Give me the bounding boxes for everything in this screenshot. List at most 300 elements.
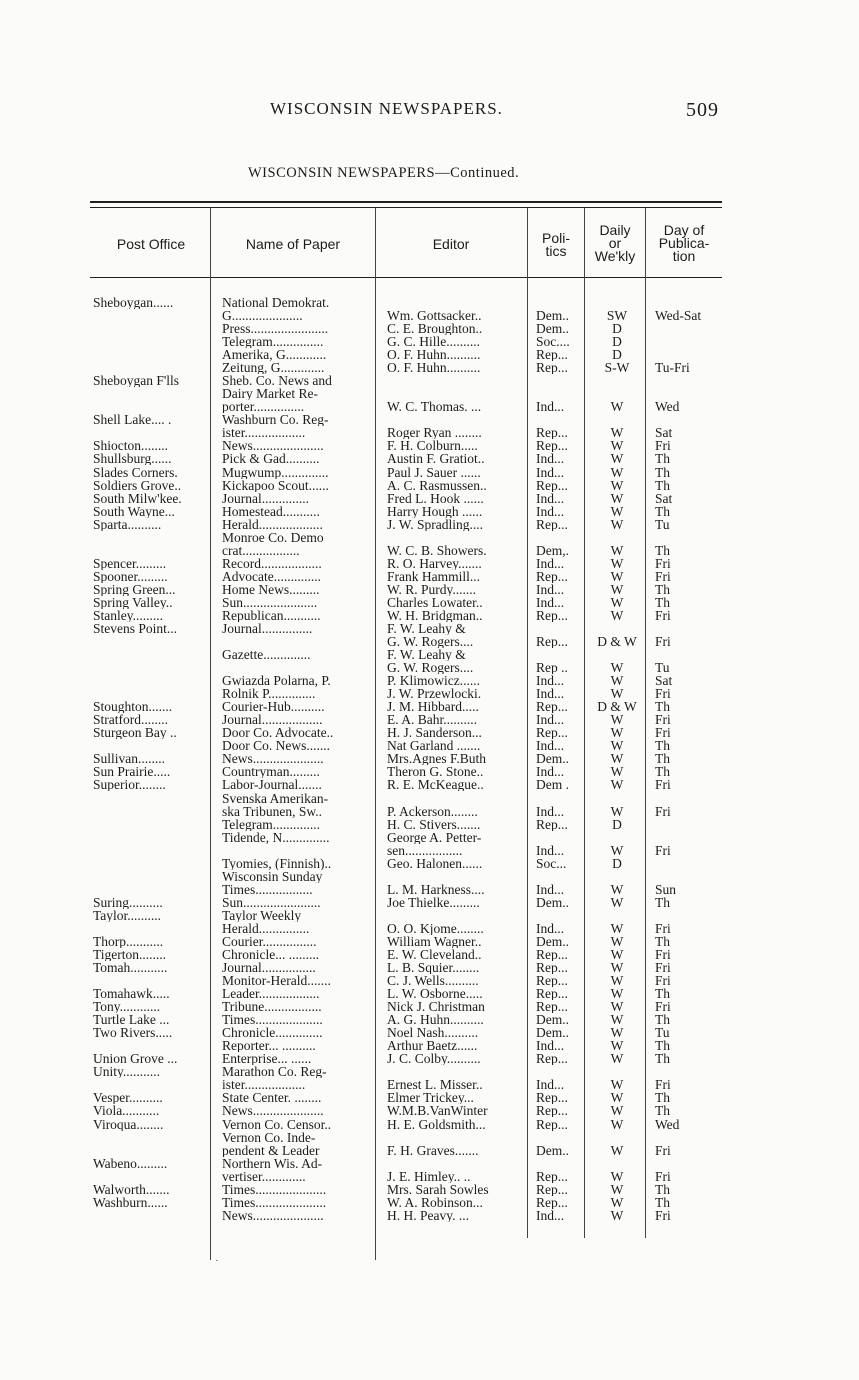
cell-freq: D — [612, 818, 622, 831]
cell-editor: Paul J. Sauer ...... — [387, 466, 481, 479]
cell-editor: H. E. Goldsmith... — [387, 1118, 486, 1131]
cell-editor: O. O. Kjome........ — [387, 922, 484, 935]
print-mark: · — [215, 1255, 219, 1267]
cell-editor: C. J. Wells.......... — [387, 974, 479, 987]
cell-day: Fri — [655, 439, 671, 452]
cell-day: Fri — [655, 1078, 671, 1091]
header-bottom-rule — [90, 277, 722, 278]
cell-day: Th — [655, 1013, 670, 1026]
cell-day: Th — [655, 765, 670, 778]
cell-paper: Leader.................. — [222, 987, 320, 1000]
cell-freq: W — [610, 765, 624, 778]
cell-editor: George A. Petter- — [387, 831, 482, 844]
cell-pol: Dem.. — [536, 1013, 569, 1026]
cell-pol — [536, 1065, 584, 1078]
cell-freq: D & W — [597, 635, 637, 648]
header-frequency-line: or — [608, 235, 622, 251]
cell-po — [93, 335, 211, 348]
cell-editor — [387, 1131, 529, 1144]
cell-pol: Rep... — [536, 726, 568, 739]
cell-pol: Rep... — [536, 818, 568, 831]
cell-paper: Tidende, N.............. — [222, 831, 330, 844]
cell-paper: Northern Wis. Ad- — [222, 1157, 323, 1170]
cell-paper: Journal................ — [222, 961, 316, 974]
cell-paper: Courier................ — [222, 935, 317, 948]
cell-po — [93, 348, 211, 361]
cell-pol: Rep... — [536, 974, 568, 987]
cell-day: Th — [655, 1183, 670, 1196]
cell-po — [93, 739, 211, 752]
cell-paper: Dairy Market Re- — [222, 387, 318, 400]
cell-paper: Kickapoo Scout...... — [222, 479, 329, 492]
cell-pol: Ind... — [536, 765, 565, 778]
cell-editor: Geo. Halonen...... — [387, 857, 483, 870]
cell-day: Fri — [655, 1170, 671, 1183]
cell-pol: Ind... — [536, 739, 565, 752]
cell-day: Th — [655, 479, 670, 492]
cell-pol: Rep... — [536, 439, 568, 452]
cell-day: Fri — [655, 778, 671, 791]
cell-editor — [387, 1157, 529, 1170]
cell-freq: W — [610, 609, 624, 622]
cell-freq — [590, 531, 644, 544]
cell-freq: D — [612, 348, 622, 361]
cell-day — [655, 648, 717, 661]
cell-pol: Rep... — [536, 1000, 568, 1013]
cell-paper: Sun...................... — [222, 596, 318, 609]
cell-freq: SW — [606, 309, 628, 322]
cell-pol — [536, 648, 584, 661]
cell-editor: F. H. Graves....... — [387, 1144, 479, 1157]
cell-editor: G. C. Hille.......... — [387, 335, 480, 348]
cell-po: Thorp........... — [93, 935, 164, 948]
cell-editor — [387, 413, 529, 426]
cell-pol: Rep... — [536, 1104, 568, 1117]
cell-paper — [222, 635, 374, 648]
cell-day: Th — [655, 544, 670, 557]
cell-pol: Rep... — [536, 348, 568, 361]
cell-day: Sat — [655, 674, 673, 687]
cell-po — [93, 805, 211, 818]
cell-day: Th — [655, 752, 670, 765]
cell-pol — [536, 909, 584, 922]
cell-day: Fri — [655, 1144, 671, 1157]
header-day-line: Day of — [663, 222, 705, 238]
cell-day: Th — [655, 700, 670, 713]
cell-paper: Journal............... — [222, 622, 313, 635]
cell-day: Th — [655, 935, 670, 948]
cell-day: Th — [655, 583, 670, 596]
cell-po — [93, 309, 211, 322]
cell-paper: Svenska Amerikan- — [222, 792, 329, 805]
cell-day: Tu — [655, 518, 670, 531]
cell-po: Union Grove ... — [93, 1052, 178, 1065]
cell-paper: Sun....................... — [222, 896, 321, 909]
cell-freq: D — [612, 857, 622, 870]
cell-po: Unity........... — [93, 1065, 160, 1078]
cell-editor: W.M.B.VanWinter — [387, 1104, 488, 1117]
cell-day: Fri — [655, 557, 671, 570]
cell-po — [93, 1131, 211, 1144]
cell-freq: W — [610, 961, 624, 974]
cell-editor: H. C. Stivers....... — [387, 818, 481, 831]
cell-freq — [590, 622, 644, 635]
cell-po: Sun Prairie..... — [93, 765, 171, 778]
cell-paper: National Demokrat. — [222, 296, 330, 309]
cell-freq — [590, 413, 644, 426]
cell-freq — [590, 1065, 644, 1078]
cell-editor: O. F. Huhn.......... — [387, 361, 481, 374]
cell-pol: Rep... — [536, 1118, 568, 1131]
cell-po — [93, 870, 211, 883]
cell-po: Spring Green... — [93, 583, 176, 596]
cell-day — [655, 322, 717, 335]
cell-pol: Ind... — [536, 557, 565, 570]
cell-freq: W — [610, 805, 624, 818]
cell-pol: Dem . — [536, 778, 569, 791]
cell-po — [93, 361, 211, 374]
cell-paper: News..................... — [222, 1104, 324, 1117]
cell-paper: Herald................... — [222, 518, 323, 531]
cell-po: Tigerton........ — [93, 948, 167, 961]
cell-po: Spooner......... — [93, 570, 168, 583]
cell-po — [93, 974, 211, 987]
cell-paper: Amerika, G............ — [222, 348, 327, 361]
cell-paper: Telegram............... — [222, 335, 324, 348]
cell-day: Wed-Sat — [655, 309, 702, 322]
cell-po: Tomah........... — [93, 961, 168, 974]
cell-freq: W — [610, 439, 624, 452]
cell-po: Stoughton....... — [93, 700, 173, 713]
cell-day — [655, 387, 717, 400]
cell-pol: Soc.... — [536, 335, 570, 348]
cell-editor: Nat Garland ....... — [387, 739, 481, 752]
cell-freq: W — [610, 974, 624, 987]
cell-paper: Advocate.............. — [222, 570, 321, 583]
cell-freq: W — [610, 987, 624, 1000]
cell-po: Superior........ — [93, 778, 166, 791]
cell-day: Th — [655, 1104, 670, 1117]
cell-po: Viroqua........ — [93, 1118, 164, 1131]
cell-day — [655, 792, 717, 805]
cell-po — [93, 792, 211, 805]
cell-freq: W — [610, 596, 624, 609]
cell-freq: W — [610, 948, 624, 961]
cell-day — [655, 818, 717, 831]
cell-pol: Ind... — [536, 687, 565, 700]
cell-paper: Monroe Co. Demo — [222, 531, 324, 544]
cell-freq: W — [610, 661, 624, 674]
cell-po: Soldiers Grove.. — [93, 479, 182, 492]
cell-pol — [536, 531, 584, 544]
cell-day: Fri — [655, 1209, 671, 1222]
cell-editor — [387, 531, 529, 544]
cell-po — [93, 1170, 211, 1183]
cell-editor — [387, 792, 529, 805]
cell-pol: Rep... — [536, 1196, 568, 1209]
cell-day: Tu-Fri — [655, 361, 690, 374]
cell-pol: Rep... — [536, 700, 568, 713]
cell-paper: Tyomies, (Finnish).. — [222, 857, 332, 870]
cell-paper: Mugwump.............. — [222, 466, 329, 479]
cell-paper: Times..................... — [222, 1196, 327, 1209]
cell-po: Walworth....... — [93, 1183, 170, 1196]
cell-editor: Wm. Gottsacker.. — [387, 309, 482, 322]
cell-freq: W — [610, 557, 624, 570]
cell-paper: Journal.................. — [222, 713, 323, 726]
cell-day — [655, 622, 717, 635]
cell-pol — [536, 792, 584, 805]
cell-po — [93, 857, 211, 870]
cell-pol: Ind... — [536, 805, 565, 818]
cell-freq: W — [610, 1118, 624, 1131]
cell-day: Fri — [655, 961, 671, 974]
cell-pol: Dem.. — [536, 1144, 569, 1157]
cell-editor: Frank Hammill... — [387, 570, 480, 583]
cell-day — [655, 870, 717, 883]
cell-pol: Rep... — [536, 948, 568, 961]
cell-pol: Rep... — [536, 1052, 568, 1065]
cell-pol — [536, 1131, 584, 1144]
cell-paper: News..................... — [222, 1209, 324, 1222]
table-subtitle: WISCONSIN NEWSPAPERS—Continued. — [248, 165, 520, 181]
cell-po: Tony............ — [93, 1000, 161, 1013]
cell-pol: Ind... — [536, 883, 565, 896]
cell-day — [655, 374, 717, 387]
cell-po — [93, 648, 211, 661]
cell-day: Fri — [655, 974, 671, 987]
cell-editor: Mrs. Sarah Sowles — [387, 1183, 489, 1196]
cell-day: Tu — [655, 661, 670, 674]
header-frequency-line: We'kly — [594, 248, 636, 264]
cell-day: Fri — [655, 570, 671, 583]
table-top-rule — [90, 201, 722, 203]
cell-day — [655, 413, 717, 426]
cell-day: Th — [655, 1052, 670, 1065]
cell-paper: porter............... — [222, 400, 305, 413]
cell-pol: Ind... — [536, 922, 565, 935]
cell-freq: D — [612, 322, 622, 335]
cell-freq: W — [610, 426, 624, 439]
cell-pol: Ind... — [536, 492, 565, 505]
cell-pol: Rep... — [536, 361, 568, 374]
cell-day: Fri — [655, 635, 671, 648]
cell-editor: W. A. Robinson... — [387, 1196, 483, 1209]
cell-paper: Marathon Co. Reg- — [222, 1065, 327, 1078]
cell-editor: F. H. Colburn..... — [387, 439, 478, 452]
cell-paper: News..................... — [222, 752, 324, 765]
cell-pol: Ind... — [536, 1039, 565, 1052]
header-paper: Name of Paper — [245, 236, 341, 252]
cell-day: Th — [655, 1091, 670, 1104]
cell-pol: Rep... — [536, 609, 568, 622]
cell-paper: State Center. ........ — [222, 1091, 322, 1104]
cell-freq: W — [610, 674, 624, 687]
cell-pol: Ind... — [536, 1078, 565, 1091]
cell-freq: D — [612, 335, 622, 348]
cell-po: South Milw'kee. — [93, 492, 182, 505]
cell-po: South Wayne... — [93, 505, 175, 518]
cell-paper: Courier-Hub.......... — [222, 700, 325, 713]
cell-paper: Monitor-Herald....... — [222, 974, 331, 987]
cell-freq — [590, 387, 644, 400]
cell-pol: Ind... — [536, 1209, 565, 1222]
cell-po — [93, 400, 211, 413]
cell-pol: Rep... — [536, 961, 568, 974]
cell-pol: Ind... — [536, 505, 565, 518]
cell-day — [655, 531, 717, 544]
cell-po: Spring Valley.. — [93, 596, 173, 609]
cell-editor: E. A. Bahr.......... — [387, 713, 477, 726]
cell-day: Th — [655, 987, 670, 1000]
cell-day: Fri — [655, 726, 671, 739]
cell-editor: A. C. Rasmussen.. — [387, 479, 487, 492]
header-day-line: tion — [672, 248, 696, 264]
cell-freq — [590, 648, 644, 661]
cell-po: Shullsburg...... — [93, 452, 172, 465]
cell-po: Turtle Lake ... — [93, 1013, 170, 1026]
cell-pol: Rep... — [536, 1170, 568, 1183]
cell-paper: Enterprise... ...... — [222, 1052, 312, 1065]
cell-pol: Dem.. — [536, 1026, 569, 1039]
cell-editor: H. H. Peavy. ... — [387, 1209, 469, 1222]
cell-day — [655, 831, 717, 844]
cell-editor: Mrs.Agnes F.Buth — [387, 752, 487, 765]
cell-po — [93, 831, 211, 844]
cell-day: Fri — [655, 1000, 671, 1013]
cell-pol: Dem,. — [536, 544, 569, 557]
cell-editor: W. H. Bridgman.. — [387, 609, 483, 622]
cell-paper: ska Tribunen, Sw.. — [222, 805, 323, 818]
cell-po: Viola........... — [93, 1104, 160, 1117]
header-day — [646, 224, 722, 263]
cell-po: Stratford........ — [93, 713, 168, 726]
cell-editor: P. Klimowicz...... — [387, 674, 480, 687]
cell-editor — [387, 296, 529, 309]
cell-pol: Rep... — [536, 518, 568, 531]
cell-day: Tu — [655, 1026, 670, 1039]
cell-po: Shiocton........ — [93, 439, 169, 452]
cell-pol: Rep... — [536, 1183, 568, 1196]
cell-po — [93, 818, 211, 831]
cell-paper: News..................... — [222, 439, 324, 452]
cell-po — [93, 674, 211, 687]
cell-pol: Ind... — [536, 844, 565, 857]
cell-editor: Fred L. Hook ...... — [387, 492, 484, 505]
cell-po — [93, 531, 211, 544]
cell-paper: crat................. — [222, 544, 300, 557]
cell-pol: Ind... — [536, 713, 565, 726]
cell-pol: Ind... — [536, 596, 565, 609]
page-number: 509 — [686, 99, 719, 121]
cell-editor: J. W. Spradling.... — [387, 518, 484, 531]
cell-editor: Elmer Trickey... — [387, 1091, 474, 1104]
cell-freq: W — [610, 1026, 624, 1039]
cell-paper: Chronicle.............. — [222, 1026, 323, 1039]
cell-paper: Gwiazda Polarna, P. — [222, 674, 331, 687]
cell-po: Sheboygan...... — [93, 296, 174, 309]
cell-freq: W — [610, 739, 624, 752]
header-frequency — [585, 224, 645, 263]
cell-po: Tomahawk..... — [93, 987, 170, 1000]
cell-po — [93, 1144, 211, 1157]
cell-po — [93, 687, 211, 700]
cell-day — [655, 1157, 717, 1170]
cell-freq: W — [610, 518, 624, 531]
cell-paper: ister.................. — [222, 1078, 306, 1091]
cell-po: Suring.......... — [93, 896, 163, 909]
cell-po: Slades Corners. — [93, 466, 178, 479]
cell-freq: W — [610, 1170, 624, 1183]
cell-freq: W — [610, 452, 624, 465]
cell-pol: Ind... — [536, 583, 565, 596]
cell-editor: L. M. Harkness.... — [387, 883, 485, 896]
header-post-office: Post Office — [116, 236, 186, 252]
cell-paper: Rolnik P.............. — [222, 687, 316, 700]
cell-day: Sat — [655, 492, 673, 505]
cell-freq: W — [610, 1013, 624, 1026]
cell-editor: Noel Nash.......... — [387, 1026, 479, 1039]
cell-po — [93, 426, 211, 439]
cell-freq: W — [610, 687, 624, 700]
cell-pol: Dem.. — [536, 752, 569, 765]
cell-freq — [590, 296, 644, 309]
cell-editor: W. C. Thomas. ... — [387, 400, 482, 413]
cell-paper: Door Co. News....... — [222, 739, 330, 752]
cell-pol: Ind... — [536, 452, 565, 465]
cell-po — [93, 844, 211, 857]
cell-pol: Dem.. — [536, 935, 569, 948]
cell-freq: W — [610, 1196, 624, 1209]
cell-editor: C. E. Broughton.. — [387, 322, 483, 335]
cell-po — [93, 635, 211, 648]
cell-editor: J. M. Hibbard..... — [387, 700, 479, 713]
cell-pol: Dem.. — [536, 896, 569, 909]
cell-paper: Wisconsin Sunday — [222, 870, 323, 883]
cell-editor: W. C. B. Showers. — [387, 544, 487, 557]
cell-po — [93, 1039, 211, 1052]
cell-freq: W — [610, 922, 624, 935]
cell-po: Sparta.......... — [93, 518, 162, 531]
cell-paper — [222, 844, 374, 857]
cell-freq: W — [610, 1052, 624, 1065]
cell-paper: Zeitung, G............. — [222, 361, 325, 374]
cell-po — [93, 883, 211, 896]
cell-editor: A. G. Huhn.......... — [387, 1013, 484, 1026]
cell-po: Washburn...... — [93, 1196, 168, 1209]
cell-day: Th — [655, 505, 670, 518]
cell-day: Th — [655, 466, 670, 479]
cell-freq: W — [610, 570, 624, 583]
cell-freq: W — [610, 896, 624, 909]
cell-freq: W — [610, 778, 624, 791]
header-frequency-line: Daily — [599, 222, 631, 238]
cell-pol: Rep... — [536, 1091, 568, 1104]
cell-paper: Telegram.............. — [222, 818, 321, 831]
cell-editor: G. W. Rogers.... — [387, 635, 474, 648]
cell-freq: W — [610, 505, 624, 518]
cell-editor: P. Ackerson........ — [387, 805, 478, 818]
cell-paper: Chronicle... ......... — [222, 948, 320, 961]
cell-day: Fri — [655, 805, 671, 818]
cell-pol: Rep... — [536, 635, 568, 648]
cell-paper: Vernon Co. Censor.. — [222, 1118, 332, 1131]
cell-editor: Joe Thielke......... — [387, 896, 480, 909]
cell-freq: W — [610, 883, 624, 896]
cell-paper: Press....................... — [222, 322, 329, 335]
cell-paper: Countryman......... — [222, 765, 320, 778]
cell-freq: W — [610, 752, 624, 765]
